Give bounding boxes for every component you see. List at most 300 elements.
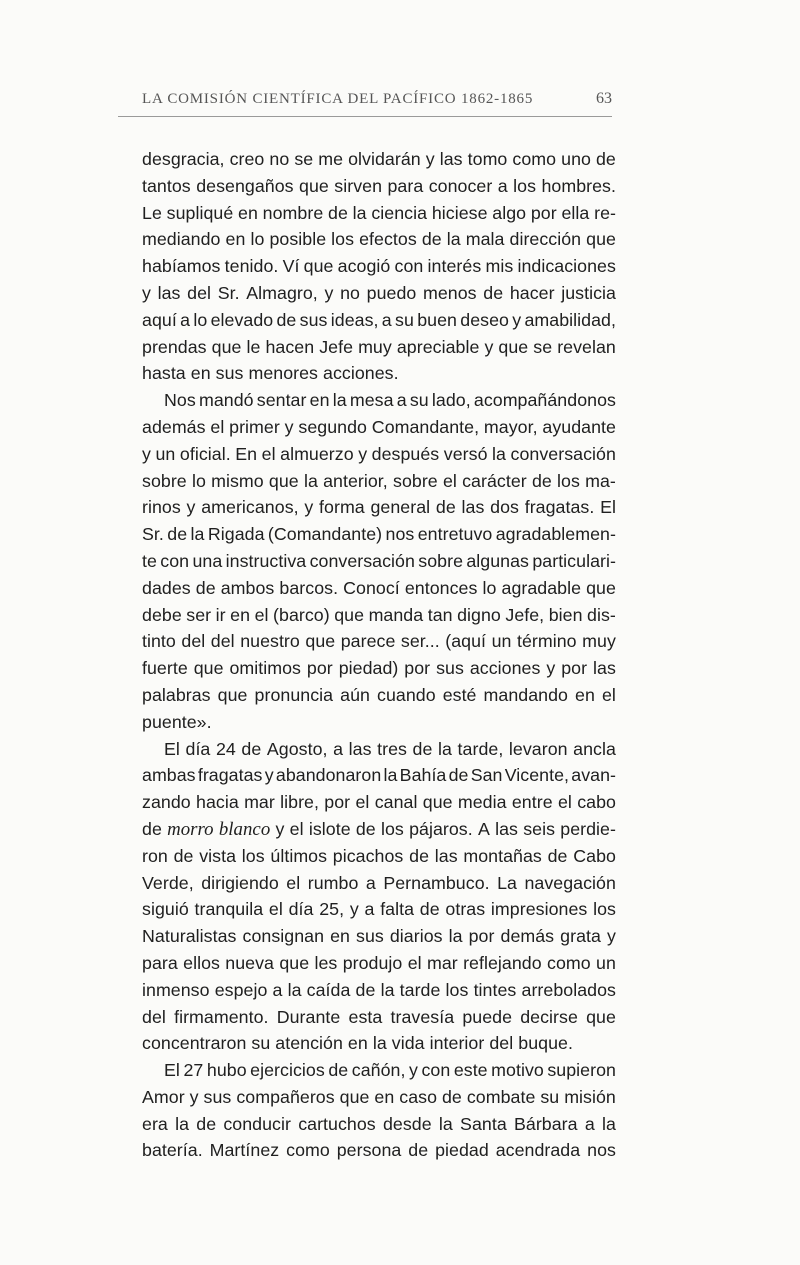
text-word: carácter [462, 470, 527, 491]
text-word: los [513, 175, 537, 196]
text-word: en [575, 684, 595, 705]
text-word: ir [215, 604, 226, 625]
text-word: las [434, 845, 458, 866]
text-line [142, 1057, 616, 1084]
text-word: en [190, 363, 211, 384]
text-word: sirven [334, 175, 383, 196]
text-word: a [365, 872, 376, 893]
text-word: caída [306, 979, 351, 1000]
text-word: los [557, 470, 580, 491]
text-word: desengaños [196, 175, 294, 196]
text-word: los [380, 818, 404, 839]
text-word: atención [275, 1033, 343, 1054]
text-word: conducir [223, 1113, 291, 1134]
text-word: y [142, 282, 151, 303]
text-word: de [408, 1140, 429, 1161]
text-word: la [175, 1113, 190, 1134]
text-word: Sr. [217, 282, 240, 303]
text-word: después [371, 443, 440, 464]
text-word: tarde [399, 979, 441, 1000]
text-word: (barco) [273, 604, 330, 625]
text-word: hombres. [541, 175, 616, 196]
text-word: su [395, 309, 414, 330]
text-word: aún [340, 684, 370, 705]
text-word: las [348, 738, 372, 759]
text-word: a [381, 309, 392, 330]
running-header [118, 88, 612, 117]
text-word: y [304, 497, 314, 518]
text-word: ma- [585, 470, 616, 491]
text-word: le [246, 336, 261, 357]
text-word: nos [587, 1140, 616, 1161]
text-word: y [408, 1060, 418, 1081]
text-word: dirigiendo [201, 872, 279, 893]
text-word: Bárbara [513, 1113, 578, 1134]
text-word: ser [186, 604, 212, 625]
text-word: la [448, 926, 463, 947]
text-word: hasta [142, 363, 186, 384]
text-word: Amor [142, 1086, 185, 1107]
text-word: de [328, 1060, 349, 1081]
text-word: tranquila [194, 899, 264, 920]
text-word: muy [358, 336, 392, 357]
text-word: a [497, 175, 508, 196]
text-word: que [193, 658, 224, 679]
text-word: tres [377, 738, 407, 759]
text-word: oficial. [179, 443, 231, 464]
text-word: ayudante [542, 416, 616, 437]
text-word: Naturalistas [142, 926, 237, 947]
text-word: acendrada [495, 1140, 581, 1161]
text-word: creo [229, 149, 265, 169]
text-word: y [186, 497, 196, 518]
text-word: indicaciones [517, 256, 616, 277]
text-word: Verde, [142, 872, 194, 893]
text-word: las [157, 282, 181, 303]
text-word: deseo [460, 309, 509, 330]
text-word: El [164, 1060, 180, 1081]
text-word: del [187, 282, 212, 303]
text-word: ideas, [330, 309, 379, 330]
text-word: concentraron [142, 1033, 247, 1054]
text-word: digno [457, 604, 501, 625]
text-word: pájaros. [409, 818, 473, 839]
text-word: en [330, 926, 350, 947]
text-word: fragatas [197, 765, 263, 786]
text-word: motivo [491, 1060, 544, 1081]
text-word: por [404, 658, 431, 679]
text-word: avan- [571, 765, 616, 786]
text-word: media [457, 792, 507, 813]
text-word: almuerzo [280, 443, 354, 464]
text-word: levaron [508, 738, 568, 759]
text-word: su [540, 1086, 560, 1107]
text-word: decirse [520, 1006, 578, 1027]
text-word: anterior, [323, 470, 388, 491]
text-word: Martínez [209, 1140, 280, 1161]
text-word: en [230, 604, 251, 625]
text-word: conversación [309, 550, 415, 571]
text-word: su [409, 390, 429, 411]
text-word: desgracia, [142, 149, 225, 169]
text-word: de [196, 1113, 217, 1134]
text-word: dirección [509, 229, 582, 250]
text-word: tomo [467, 149, 508, 169]
text-word: y [606, 926, 616, 947]
text-word: los [445, 979, 469, 1000]
text-word: el [286, 872, 301, 893]
text-word: ron [142, 845, 168, 866]
text-word: de [409, 845, 430, 866]
text-word: y [358, 443, 368, 464]
text-word: debe [142, 604, 182, 625]
text-word: el [601, 684, 616, 705]
text-word: y [189, 1086, 199, 1107]
text-word: el [254, 604, 269, 625]
text-word: las [439, 149, 463, 169]
text-word: que [339, 1086, 370, 1107]
text-line [142, 521, 616, 548]
text-word: acciones. [323, 363, 399, 384]
text-word: segundo [298, 416, 367, 437]
text-word: de [328, 202, 348, 223]
text-word: amabilidad, [524, 309, 616, 330]
text-word: tintes [473, 979, 517, 1000]
text-word: 25, [319, 899, 345, 920]
text-word: de [142, 818, 162, 839]
text-word: dades [142, 577, 191, 598]
text-word: mala [465, 229, 505, 250]
text-word: compañeros [236, 1086, 335, 1107]
text-word: apreciable [396, 336, 480, 357]
text-line [142, 334, 616, 361]
text-word: siguió [142, 899, 189, 920]
text-word: cabo [577, 792, 616, 813]
text-word: buque. [518, 1033, 573, 1054]
text-line [142, 146, 616, 173]
text-word: Cabo [573, 845, 616, 866]
text-word: y [275, 818, 285, 839]
text-word: hubo [206, 1060, 247, 1081]
text-word: puedo [366, 282, 417, 303]
text-word: sus [299, 309, 328, 330]
text-word: zando [142, 792, 191, 813]
text-word: picachos [332, 845, 404, 866]
text-word: el [268, 899, 283, 920]
text-word: cartuchos [298, 1113, 376, 1134]
text-word: lado, [431, 390, 471, 411]
text-word: los [331, 229, 355, 250]
text-word: rinos [142, 497, 181, 518]
text-word: ella [561, 202, 590, 223]
text-word: puente». [142, 711, 212, 732]
text-word: ambos [220, 577, 275, 598]
text-word: les [314, 952, 338, 973]
text-word: Santa [460, 1113, 507, 1134]
text-word: de [419, 899, 440, 920]
text-word: día [185, 738, 211, 759]
text-word: una [192, 550, 223, 571]
text-word: ejercicios [250, 1060, 325, 1081]
text-word: diarios [389, 926, 443, 947]
text-word: de [595, 149, 616, 169]
text-word: interior [429, 1033, 485, 1054]
text-word: a [396, 390, 407, 411]
text-line [142, 950, 616, 977]
text-word: este [453, 1060, 488, 1081]
text-word: del [210, 631, 235, 652]
text-word: Rigada [207, 524, 265, 545]
text-word: piedad [435, 1140, 489, 1161]
text-word: en [238, 202, 258, 223]
text-word: Almagro, [246, 282, 318, 303]
text-word: forma [319, 497, 365, 518]
text-word: canal [374, 792, 418, 813]
text-word: lo [482, 577, 497, 598]
text-word: a [180, 309, 191, 330]
text-word: que [305, 631, 336, 652]
text-word: término [516, 631, 577, 652]
text-word: el [355, 792, 370, 813]
text-word: olvidarán [348, 149, 421, 169]
text-word: se [533, 336, 553, 357]
text-word: nos [385, 524, 415, 545]
text-line [142, 307, 616, 334]
text-word: de [355, 979, 376, 1000]
text-word: mis [485, 256, 514, 277]
text-word: piedad) [338, 658, 399, 679]
text-word: la [601, 1113, 616, 1134]
text-line [142, 575, 616, 602]
text-word: de [483, 282, 504, 303]
text-word: batería. [142, 1140, 203, 1161]
text-word: sus [356, 926, 384, 947]
text-word: un [155, 443, 176, 464]
text-word: la [438, 738, 452, 759]
text-word: por [306, 658, 333, 679]
text-word: la [352, 202, 367, 223]
text-word: que [498, 336, 529, 357]
text-word: dos [490, 497, 519, 518]
text-word: acciones [469, 658, 541, 679]
text-word: con [160, 550, 190, 571]
text-word: falta [380, 899, 415, 920]
text-word: 27 [183, 1060, 204, 1081]
text-line [142, 441, 616, 468]
text-word: en [347, 1033, 368, 1054]
text-line [142, 923, 616, 950]
text-word: uno [561, 149, 591, 169]
text-word: el [289, 818, 304, 839]
text-word: era [142, 1113, 168, 1134]
text-word: persona [336, 1140, 402, 1161]
text-word: de [435, 497, 456, 518]
text-word: abandonaron [275, 765, 382, 786]
text-word: mismo [211, 470, 264, 491]
text-line [142, 896, 616, 923]
text-word: (Comandante) [267, 524, 383, 545]
text-word: El [164, 738, 180, 759]
text-word: del [489, 1033, 514, 1054]
text-line [142, 226, 616, 253]
text-word: la [332, 390, 347, 411]
text-word: hacer [509, 282, 555, 303]
text-line [142, 1030, 616, 1057]
text-word: en [374, 1086, 395, 1107]
text-word: versó [443, 443, 488, 464]
text-word: sus [215, 363, 244, 384]
text-word: sobre [393, 470, 438, 491]
text-word: como [512, 149, 557, 169]
text-word: cuando [377, 684, 436, 705]
text-word: efectos [359, 229, 417, 250]
text-line [142, 655, 616, 682]
text-word: el [442, 470, 457, 491]
text-line [142, 494, 616, 521]
text-word: produjo [342, 952, 403, 973]
text-word: algunas [466, 550, 529, 571]
text-word: interés [427, 256, 482, 277]
text-word: misión [564, 1086, 616, 1107]
text-word: primer [229, 416, 280, 437]
text-line [142, 602, 616, 629]
text-word: inmenso [142, 979, 210, 1000]
text-word: perdie- [560, 818, 616, 839]
text-word: y [484, 336, 494, 357]
text-word: del [181, 631, 206, 652]
text-word: y [425, 149, 435, 169]
text-word: entre [511, 792, 553, 813]
text-word: lo [250, 229, 265, 250]
text-word: el [407, 952, 422, 973]
text-word: las [495, 818, 518, 839]
text-word: La [497, 872, 517, 893]
text-word: grata [560, 926, 601, 947]
text-word: menores [248, 363, 318, 384]
text-word: Agosto, [266, 738, 328, 759]
text-line [142, 200, 616, 227]
text-word: con [394, 256, 424, 277]
text-word: de [276, 309, 297, 330]
text-word: y [512, 309, 522, 330]
text-word: combate [466, 1086, 536, 1107]
text-word: la [287, 979, 302, 1000]
text-word: que [334, 604, 365, 625]
text-word: su [251, 1033, 271, 1054]
text-word: me [318, 149, 344, 169]
text-line [142, 843, 616, 870]
text-word: conocer [428, 175, 493, 196]
text-word: mar [244, 792, 275, 813]
text-word: ser... [400, 631, 440, 652]
text-word: a [364, 899, 375, 920]
text-word: reflejando [463, 952, 542, 973]
text-word: un [596, 952, 616, 973]
text-word: y [349, 899, 359, 920]
text-word: lo [193, 309, 208, 330]
text-word: las [593, 658, 616, 679]
text-word: caso [399, 1086, 438, 1107]
text-word: las [461, 497, 485, 518]
text-word: Conocí [343, 577, 400, 598]
text-word: impresiones [490, 899, 588, 920]
text-word: la [446, 229, 461, 250]
text-word: pronuncia [254, 684, 334, 705]
text-word: conversación [510, 443, 616, 464]
text-word: tenido. [224, 256, 279, 277]
text-word: montañas [463, 845, 542, 866]
text-word: Le [142, 202, 162, 223]
text-word: ancla [573, 738, 616, 759]
text-word: no [269, 149, 290, 169]
body-text [142, 146, 616, 1164]
text-word: hacen [265, 336, 315, 357]
text-word: de [241, 738, 262, 759]
text-word: (aquí [445, 631, 487, 652]
text-word: y [546, 658, 556, 679]
text-word: acogió [337, 256, 391, 277]
text-word: y [324, 282, 334, 303]
text-word: la [380, 979, 395, 1000]
text-line [142, 253, 616, 280]
text-word: que [299, 175, 329, 196]
text-line [142, 709, 616, 736]
text-word: de [421, 229, 442, 250]
text-word: no [340, 282, 360, 303]
text-word: algo [492, 202, 527, 223]
text-word: para [387, 175, 424, 196]
text-word: puede [462, 1006, 513, 1027]
text-word: que [217, 684, 248, 705]
text-word: la [438, 1113, 453, 1134]
text-word: para [142, 952, 178, 973]
text-word: que [586, 1006, 616, 1027]
text-word: como [547, 952, 591, 973]
text-word: supieron [547, 1060, 616, 1081]
text-word: que [586, 229, 616, 250]
text-line [142, 682, 616, 709]
text-word: la [372, 1033, 387, 1054]
text-word: sus [203, 1086, 232, 1107]
text-line [142, 1004, 616, 1031]
text-word: general [370, 497, 431, 518]
text-word: firmamento. [174, 1006, 269, 1027]
text-word: En [235, 443, 258, 464]
text-word: con [421, 1060, 451, 1081]
text-word: de [531, 470, 552, 491]
text-word: mayor, [483, 416, 538, 437]
text-word: día [288, 899, 314, 920]
text-word: San [470, 765, 503, 786]
text-line [142, 628, 616, 655]
text-word: en [225, 229, 246, 250]
text-word: blanco [218, 818, 271, 840]
text-word: entonces [404, 577, 478, 598]
text-word: que [268, 470, 299, 491]
text-word: travesía [390, 1006, 455, 1027]
text-line [142, 977, 616, 1004]
text-word: que [586, 577, 616, 598]
text-word: de [412, 738, 433, 759]
text-word: mandó [198, 390, 254, 411]
text-word: revelan [557, 336, 616, 357]
text-word: ciencia [371, 202, 428, 223]
text-word: los [593, 899, 616, 920]
text-word: de [441, 1086, 462, 1107]
text-word: sentar [256, 390, 307, 411]
text-word: lo [191, 470, 206, 491]
text-word: El [600, 497, 616, 518]
